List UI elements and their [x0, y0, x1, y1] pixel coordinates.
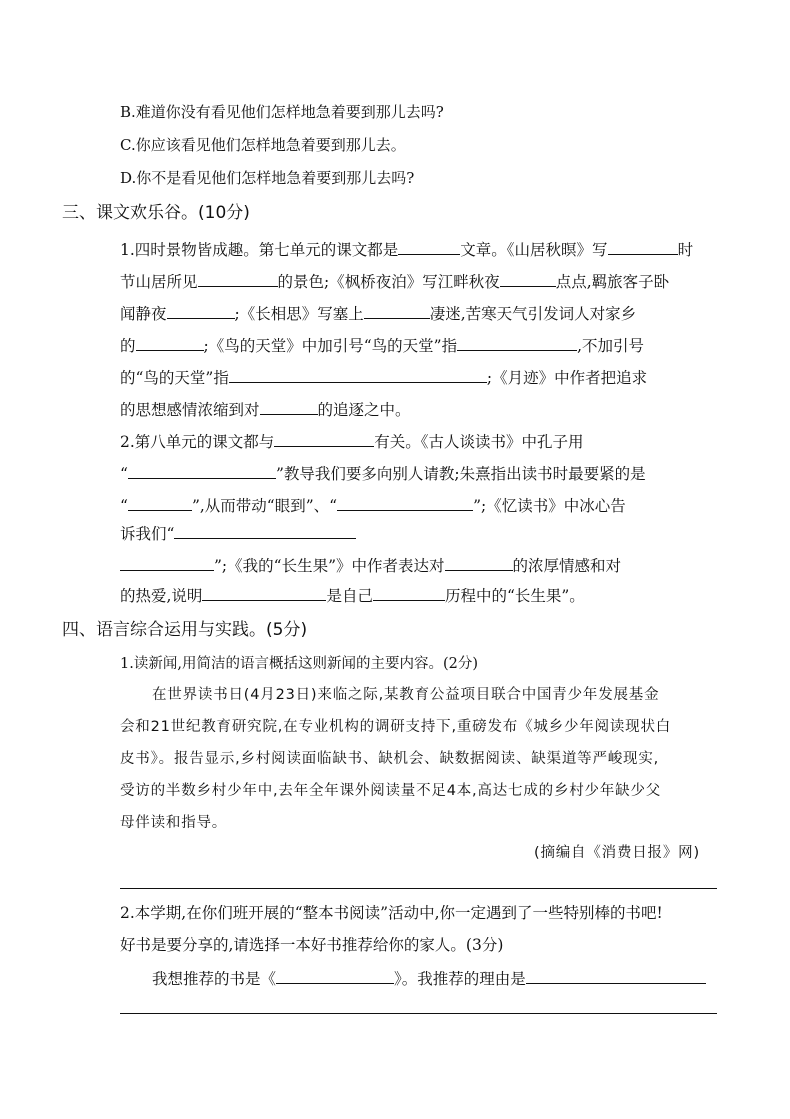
text: ;《长相思》写塞上 [234, 305, 364, 323]
text: 2.第八单元的课文都与 [120, 433, 275, 451]
section-3-title: 三、课文欢乐谷。(10分) [62, 203, 250, 223]
text: ;《月迹》中作者把追求 [486, 369, 648, 387]
s4-q2-answer-line[interactable] [120, 1013, 717, 1014]
text: 点点,羁旅客子卧 [555, 273, 670, 291]
s4-q2-line3 [152, 967, 706, 989]
text: 的浓厚情感和对 [512, 557, 622, 575]
option-c: C.你应该看见他们怎样地急着要到那儿去。 [120, 136, 406, 154]
text: 的思想感情浓缩到对 [120, 401, 260, 419]
option-d: D.你不是看见他们怎样地急着要到那儿去吗? [120, 169, 415, 187]
text: ”;《我的“长生果”》中作者表达对 [214, 557, 445, 575]
s3-q2-line4 [120, 522, 356, 544]
text: 1.四时景物皆成趣。第七单元的课文都是 [120, 241, 399, 259]
s3-q1-line2 [120, 270, 669, 292]
s3-q1-line1 [120, 238, 693, 260]
s3-q1-line5 [120, 366, 647, 388]
s3-q2-line2 [120, 462, 646, 484]
blank[interactable] [167, 302, 235, 319]
s3-q1-line6 [120, 398, 411, 420]
s3-q1-line4 [120, 334, 644, 356]
text: 文章。《山居秋暝》写 [460, 241, 608, 259]
blank[interactable] [274, 430, 374, 447]
text: ,不加引号 [577, 337, 645, 355]
s4-q2-line2: 好书是要分享的,请选择一本好书推荐给你的家人。(3分) [120, 936, 504, 954]
blank[interactable] [457, 334, 577, 351]
text: 时 [677, 241, 694, 259]
blank[interactable] [500, 270, 556, 287]
blank[interactable] [174, 522, 356, 539]
text: ”教导我们要多向别人请教;朱熹指出读书时最要紧的是 [275, 465, 646, 483]
text: “ [120, 465, 128, 483]
blank[interactable] [198, 270, 278, 287]
text: ”,从而带动“眼到”、“ [191, 497, 338, 515]
blank[interactable] [608, 238, 678, 255]
blank[interactable] [445, 554, 513, 571]
s3-q2-line6 [120, 584, 585, 606]
text: 的热爱,说明 [120, 587, 203, 605]
blank[interactable] [398, 238, 460, 255]
blank[interactable] [128, 494, 192, 511]
news-line-2: 会和21世纪教育研究院,在专业机构的调研支持下,重磅发布《城乡少年阅读现状白 [120, 719, 672, 735]
blank[interactable] [260, 398, 318, 415]
s4-q1-answer-line[interactable] [120, 888, 717, 889]
text: 节山居所见 [120, 273, 198, 291]
blank[interactable] [373, 584, 445, 601]
blank[interactable] [120, 554, 214, 571]
blank[interactable] [128, 462, 276, 479]
text: ;《鸟的天堂》中加引号“鸟的天堂”指 [203, 337, 458, 355]
s3-q1-line3 [120, 302, 636, 324]
section-4-title: 四、语言综合运用与实践。(5分) [62, 620, 308, 640]
blank[interactable] [337, 494, 473, 511]
news-line-4: 受访的半数乡村少年中,去年全年课外阅读量不足4本,高达七成的乡村少年缺少父 [120, 783, 662, 799]
s3-q2-line3 [120, 494, 626, 516]
blank[interactable] [136, 334, 204, 351]
news-line-1: 在世界读书日(4月23日)来临之际,某教育公益项目联合中国青少年发展基金 [152, 687, 660, 703]
text: 闻静夜 [120, 305, 167, 323]
news-line-3: 皮书》。报告显示,乡村阅读面临缺书、缺机会、缺数据阅读、缺渠道等严峻现实, [120, 751, 660, 767]
text: 历程中的“长生果”。 [444, 587, 585, 605]
s4-q1-prompt: 1.读新闻,用简洁的语言概括这则新闻的主要内容。(2分) [120, 656, 478, 672]
text: 的追逐之中。 [317, 401, 411, 419]
blank[interactable] [202, 584, 326, 601]
text: 》。我推荐的理由是 [394, 970, 526, 988]
text: 的“鸟的天堂”指 [120, 369, 229, 387]
text: “ [120, 497, 128, 515]
text: 有关。《古人谈读书》中孔子用 [374, 433, 584, 451]
text: 是自己 [326, 587, 373, 605]
text: 诉我们“ [120, 525, 175, 543]
blank[interactable] [229, 366, 487, 383]
option-b: B.难道你没有看见他们怎样地急着要到那儿去吗? [120, 103, 444, 121]
s3-q2-line1 [120, 430, 584, 452]
s4-q2-line1: 2.本学期,在你们班开展的“整本书阅读”活动中,你一定遇到了一些特别棒的书吧! [120, 904, 663, 922]
book-title-blank[interactable] [276, 967, 394, 984]
s3-q2-line5 [120, 554, 621, 576]
text: 凄迷,苦寒天气引发词人对家乡 [429, 305, 637, 323]
news-source: (摘编自《消费日报》网) [534, 845, 700, 861]
text: ”;《忆读书》中冰心告 [473, 497, 626, 515]
text: 的 [120, 337, 136, 355]
news-line-5: 母伴读和指导。 [120, 815, 228, 831]
text: 的景色;《枫桥夜泊》写江畔秋夜 [277, 273, 500, 291]
text: 我想推荐的书是《 [152, 970, 277, 988]
reason-blank[interactable] [526, 967, 706, 984]
blank[interactable] [364, 302, 430, 319]
